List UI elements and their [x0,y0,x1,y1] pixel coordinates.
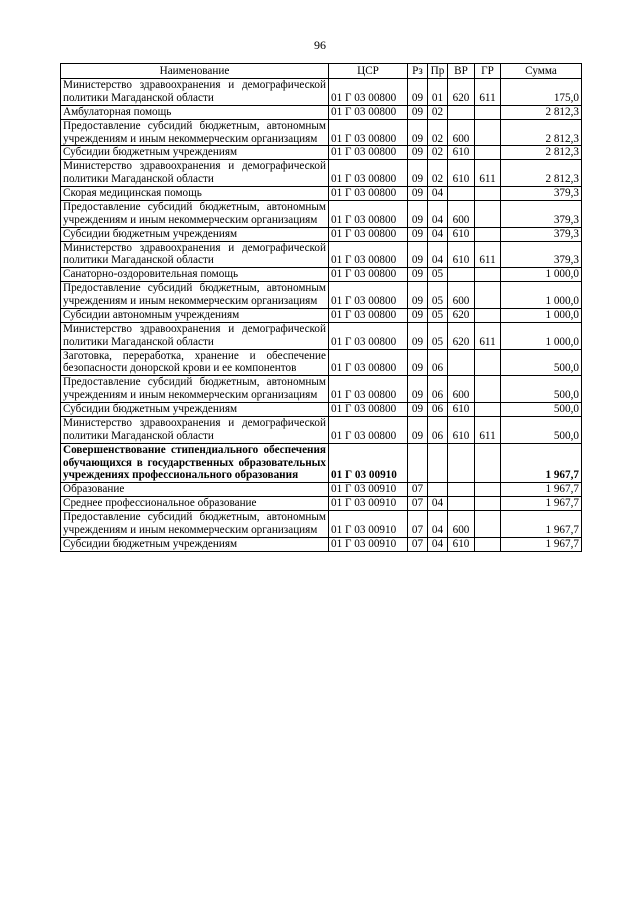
cell-pr [428,443,448,483]
cell-csr: 01 Г 03 00800 [329,146,408,160]
cell-gr [475,376,501,403]
cell-gr: 611 [475,322,501,349]
table-row [61,403,582,417]
cell-rz: 09 [408,268,428,282]
cell-rz: 07 [408,511,428,538]
cell-sum: 1 967,7 [501,511,582,538]
cell-pr: 01 [428,79,448,106]
page-number: 96 [314,38,326,52]
cell-vr: 610 [448,403,475,417]
cell-csr: 01 Г 03 00800 [329,308,408,322]
budget-table [60,63,582,552]
cell-pr: 04 [428,537,448,551]
cell-pr [428,483,448,497]
cell-pr: 04 [428,497,448,511]
cell-sum: 2 812,3 [501,105,582,119]
cell-csr: 01 Г 03 00800 [329,376,408,403]
table-row [61,349,582,376]
cell-gr: 611 [475,241,501,268]
cell-name: Субсидии бюджетным учреждениям [61,146,329,160]
cell-pr: 04 [428,241,448,268]
cell-sum: 1 967,7 [501,443,582,483]
cell-rz: 07 [408,497,428,511]
table-row [61,79,582,106]
cell-name: Субсидии бюджетным учреждениям [61,403,329,417]
cell-pr: 05 [428,308,448,322]
header-csr: ЦСР [329,64,408,79]
cell-sum: 1 000,0 [501,322,582,349]
cell-csr: 01 Г 03 00800 [329,403,408,417]
cell-csr: 01 Г 03 00910 [329,483,408,497]
cell-rz: 09 [408,376,428,403]
cell-pr: 05 [428,322,448,349]
cell-csr: 01 Г 03 00800 [329,349,408,376]
cell-sum: 1 000,0 [501,282,582,309]
table-row [61,200,582,227]
cell-gr [475,268,501,282]
cell-pr: 06 [428,376,448,403]
cell-vr: 600 [448,376,475,403]
cell-name: Скорая медицинская помощь [61,187,329,201]
table-header-row [61,64,582,79]
cell-sum: 500,0 [501,376,582,403]
cell-gr [475,308,501,322]
cell-pr: 02 [428,160,448,187]
cell-gr [475,200,501,227]
cell-pr: 02 [428,146,448,160]
cell-vr: 610 [448,146,475,160]
cell-gr [475,537,501,551]
cell-pr: 04 [428,227,448,241]
cell-name: Заготовка, переработка, хранение и обеспечение безопасности донорской крови и ее компонентов [61,349,329,376]
cell-rz: 09 [408,187,428,201]
cell-gr [475,403,501,417]
cell-vr [448,105,475,119]
cell-sum: 1 967,7 [501,537,582,551]
cell-rz [408,443,428,483]
table-row [61,483,582,497]
cell-sum: 1 000,0 [501,268,582,282]
cell-name: Предоставление субсидий бюджетным, автономным учреждениям и иным некоммерческим организациям [61,282,329,309]
cell-vr [448,349,475,376]
cell-rz: 09 [408,308,428,322]
cell-vr: 600 [448,119,475,146]
cell-gr [475,443,501,483]
table-row [61,119,582,146]
cell-vr: 610 [448,227,475,241]
cell-sum: 2 812,3 [501,146,582,160]
cell-rz: 09 [408,105,428,119]
cell-vr [448,483,475,497]
cell-sum: 379,3 [501,241,582,268]
cell-gr: 611 [475,79,501,106]
cell-gr [475,349,501,376]
header-sum: Сумма [501,64,582,79]
table-row [61,160,582,187]
cell-gr [475,105,501,119]
table-row [61,146,582,160]
table-row [61,376,582,403]
table-row [61,187,582,201]
cell-vr: 610 [448,160,475,187]
table-row [61,443,582,483]
cell-pr: 06 [428,349,448,376]
cell-pr: 04 [428,187,448,201]
cell-name: Предоставление субсидий бюджетным, автономным учреждениям и иным некоммерческим организациям [61,376,329,403]
cell-name: Субсидии бюджетным учреждениям [61,537,329,551]
cell-gr [475,282,501,309]
cell-pr: 02 [428,119,448,146]
header-gr: ГР [475,64,501,79]
cell-vr: 610 [448,537,475,551]
cell-vr: 600 [448,511,475,538]
cell-vr: 600 [448,282,475,309]
cell-name: Образование [61,483,329,497]
header-name: Наименование [61,64,329,79]
cell-pr: 06 [428,403,448,417]
cell-sum: 379,3 [501,227,582,241]
cell-pr: 06 [428,416,448,443]
cell-rz: 07 [408,483,428,497]
cell-sum: 500,0 [501,416,582,443]
cell-pr: 02 [428,105,448,119]
cell-name: Министерство здравоохранения и демографической политики Магаданской области [61,160,329,187]
table-row [61,511,582,538]
cell-name: Министерство здравоохранения и демографической политики Магаданской области [61,322,329,349]
cell-rz: 09 [408,146,428,160]
cell-csr: 01 Г 03 00800 [329,105,408,119]
cell-sum: 500,0 [501,349,582,376]
cell-rz: 09 [408,322,428,349]
cell-gr [475,511,501,538]
cell-name: Министерство здравоохранения и демографической политики Магаданской области [61,416,329,443]
cell-csr: 01 Г 03 00910 [329,497,408,511]
cell-sum: 2 812,3 [501,119,582,146]
cell-vr [448,497,475,511]
cell-rz: 09 [408,227,428,241]
table-row [61,282,582,309]
cell-rz: 09 [408,160,428,187]
cell-csr: 01 Г 03 00910 [329,443,408,483]
cell-gr [475,187,501,201]
cell-name: Предоставление субсидий бюджетным, автономным учреждениям и иным некоммерческим организациям [61,200,329,227]
table-row [61,497,582,511]
cell-name: Предоставление субсидий бюджетным, автономным учреждениям и иным некоммерческим организациям [61,511,329,538]
cell-csr: 01 Г 03 00800 [329,187,408,201]
cell-csr: 01 Г 03 00800 [329,227,408,241]
cell-csr: 01 Г 03 00800 [329,241,408,268]
cell-csr: 01 Г 03 00800 [329,160,408,187]
cell-name: Субсидии автономным учреждениям [61,308,329,322]
cell-vr: 610 [448,416,475,443]
cell-name: Министерство здравоохранения и демографической политики Магаданской области [61,79,329,106]
cell-csr: 01 Г 03 00800 [329,119,408,146]
cell-pr: 04 [428,200,448,227]
cell-vr: 600 [448,200,475,227]
cell-sum: 1 967,7 [501,483,582,497]
table-row [61,416,582,443]
cell-name: Субсидии бюджетным учреждениям [61,227,329,241]
cell-rz: 09 [408,119,428,146]
cell-pr: 05 [428,282,448,309]
cell-vr [448,187,475,201]
cell-csr: 01 Г 03 00910 [329,511,408,538]
header-rz: Рз [408,64,428,79]
table-body [61,79,582,552]
cell-name: Министерство здравоохранения и демографической политики Магаданской области [61,241,329,268]
table-row [61,105,582,119]
cell-gr [475,119,501,146]
cell-gr [475,497,501,511]
cell-csr: 01 Г 03 00800 [329,79,408,106]
cell-vr: 620 [448,322,475,349]
cell-csr: 01 Г 03 00800 [329,268,408,282]
cell-sum: 1 000,0 [501,308,582,322]
cell-rz: 09 [408,416,428,443]
table-row [61,322,582,349]
cell-csr: 01 Г 03 00800 [329,200,408,227]
cell-gr [475,483,501,497]
header-pr: Пр [428,64,448,79]
cell-csr: 01 Г 03 00800 [329,416,408,443]
table-row [61,241,582,268]
cell-rz: 09 [408,200,428,227]
cell-pr: 05 [428,268,448,282]
cell-vr [448,443,475,483]
cell-vr: 620 [448,308,475,322]
cell-gr: 611 [475,416,501,443]
cell-rz: 09 [408,349,428,376]
cell-name: Амбулаторная помощь [61,105,329,119]
cell-sum: 175,0 [501,79,582,106]
cell-name: Среднее профессиональное образование [61,497,329,511]
cell-sum: 379,3 [501,187,582,201]
cell-gr [475,146,501,160]
cell-vr: 620 [448,79,475,106]
cell-gr: 611 [475,160,501,187]
header-vr: ВР [448,64,475,79]
cell-name: Совершенствование стипендиального обеспечения обучающихся в государственных образовательных учреждениях профессионального образования [61,443,329,483]
table-row [61,308,582,322]
table-row [61,227,582,241]
cell-gr [475,227,501,241]
cell-vr: 610 [448,241,475,268]
cell-rz: 09 [408,282,428,309]
cell-rz: 09 [408,403,428,417]
cell-pr: 04 [428,511,448,538]
table-row [61,537,582,551]
cell-sum: 379,3 [501,200,582,227]
cell-rz: 07 [408,537,428,551]
table-row [61,268,582,282]
cell-sum: 500,0 [501,403,582,417]
cell-sum: 2 812,3 [501,160,582,187]
cell-rz: 09 [408,241,428,268]
cell-vr [448,268,475,282]
cell-rz: 09 [408,79,428,106]
cell-csr: 01 Г 03 00800 [329,322,408,349]
cell-csr: 01 Г 03 00800 [329,282,408,309]
cell-name: Предоставление субсидий бюджетным, автономным учреждениям и иным некоммерческим организациям [61,119,329,146]
cell-csr: 01 Г 03 00910 [329,537,408,551]
cell-sum: 1 967,7 [501,497,582,511]
cell-name: Санаторно-оздоровительная помощь [61,268,329,282]
